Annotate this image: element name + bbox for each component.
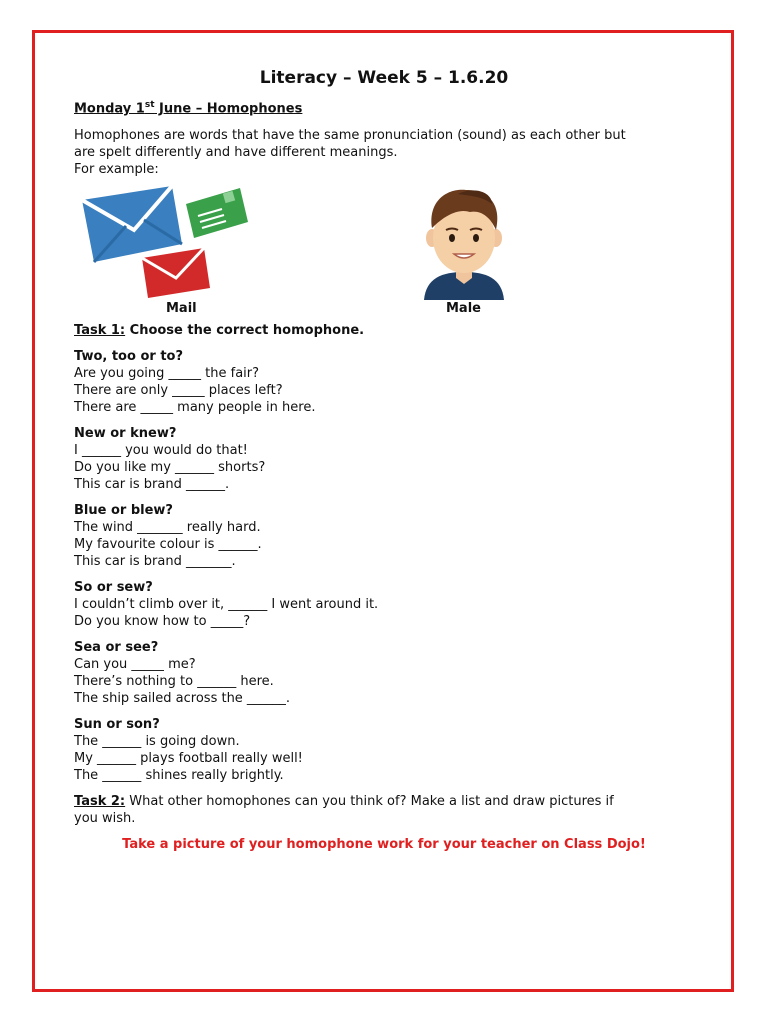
group-heading: Sun or son?: [74, 717, 160, 733]
task2-instruction-continued: you wish.: [74, 811, 136, 827]
page-title: Literacy – Week 5 – 1.6.20: [259, 68, 509, 88]
question-line: The wind _______ really hard.: [74, 520, 261, 536]
question-line: This car is brand ______.: [74, 477, 230, 493]
group-heading: Blue or blew?: [74, 503, 173, 519]
question-line: Do you like my ______ shorts?: [74, 460, 266, 476]
task2-label: Task 2:: [74, 794, 126, 810]
question-line: The ______ is going down.: [74, 734, 240, 750]
ordinal-suffix: st: [144, 100, 155, 110]
question-line: There’s nothing to ______ here.: [74, 674, 274, 690]
question-line: There are only _____ places left?: [74, 383, 283, 399]
intro-line: Homophones are words that have the same pronunciation (sound) as each other but: [74, 128, 626, 144]
worksheet: [74, 68, 694, 853]
task2-section: [74, 793, 694, 827]
question-group-so-sew: [74, 579, 694, 630]
task1-instruction: Choose the correct homophone.: [125, 323, 365, 339]
question-line: The ship sailed across the ______.: [74, 691, 291, 707]
group-heading: New or knew?: [74, 426, 177, 442]
question-group-two-too-to: [74, 348, 694, 416]
intro-line: are spelt differently and have different meanings.: [74, 145, 398, 161]
male-caption: Male: [446, 301, 481, 317]
example-images: [74, 182, 694, 322]
lesson-heading-topic: June – Homophones: [154, 101, 303, 117]
lesson-heading: [74, 97, 694, 117]
green-postcard-icon: [186, 188, 248, 238]
task2-instruction: What other homophones can you think of? Make a list and draw pictures if: [125, 794, 614, 810]
group-heading: Two, too or to?: [74, 349, 184, 365]
blue-envelope-icon: [82, 186, 182, 262]
question-group-new-knew: [74, 425, 694, 493]
group-heading: Sea or see?: [74, 640, 159, 656]
question-line: The ______ shines really brightly.: [74, 768, 284, 784]
class-dojo-reminder: Take a picture of your homophone work for your teacher on Class Dojo!: [122, 837, 646, 853]
question-line: My ______ plays football really well!: [74, 751, 303, 767]
question-group-blue-blew: [74, 502, 694, 570]
question-group-sun-son: [74, 716, 694, 784]
task1-label: Task 1:: [74, 323, 126, 339]
question-group-sea-see: [74, 639, 694, 707]
question-line: Are you going _____ the fair?: [74, 366, 260, 382]
question-line: My favourite colour is ______.: [74, 537, 262, 553]
question-line: There are _____ many people in here.: [74, 400, 316, 416]
task1-heading: [74, 322, 694, 339]
intro-text: [74, 127, 694, 178]
question-line: Can you _____ me?: [74, 657, 196, 673]
question-line: I ______ you would do that!: [74, 443, 248, 459]
question-line: I couldn’t climb over it, ______ I went around it.: [74, 597, 379, 613]
question-line: Do you know how to _____?: [74, 614, 251, 630]
boy-avatar-illustration: [418, 186, 510, 300]
group-heading: So or sew?: [74, 580, 153, 596]
mail-illustration: [76, 186, 252, 300]
intro-line: For example:: [74, 162, 159, 178]
lesson-heading-day: Monday 1: [74, 101, 145, 117]
mail-caption: Mail: [166, 301, 197, 317]
question-line: This car is brand _______.: [74, 554, 236, 570]
red-envelope-icon: [142, 248, 210, 298]
